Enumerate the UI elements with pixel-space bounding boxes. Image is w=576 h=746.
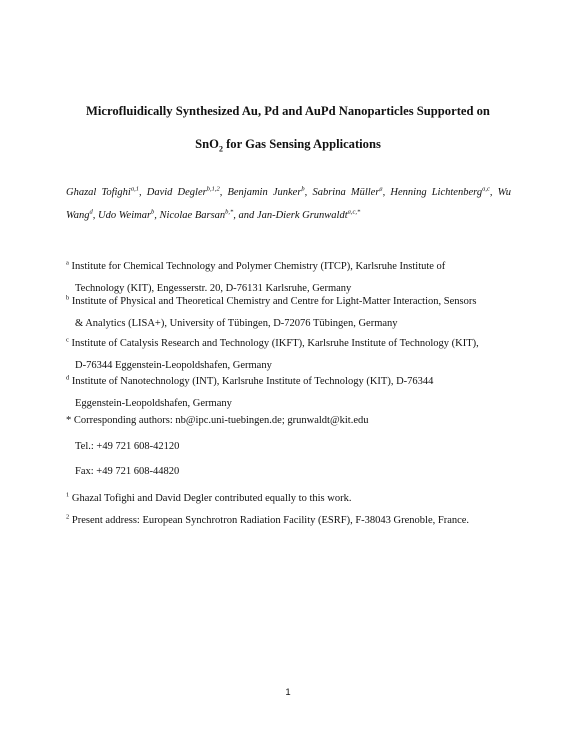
title-subscript: 2 bbox=[218, 144, 223, 154]
fax: Fax: +49 721 608-44820 bbox=[75, 466, 180, 477]
affiliation-d: $^d$ Institute of Nanotechnology (INT), Karlsruhe Institute of Technology (KIT), D-76344 Eggenstein-Leopoldshafen, Germany bbox=[66, 374, 434, 409]
page-number: 1 bbox=[285, 687, 291, 698]
author: Jan-Dierk Grunwaldt$^{a,c,*}$ bbox=[256, 208, 361, 221]
author: Benjamin Junker$^b$, bbox=[227, 185, 313, 198]
title-sno: SnO bbox=[195, 137, 219, 151]
footnote-1: $^1$ Ghazal Tofighi and David Degler contributed equally to this work. bbox=[66, 491, 352, 504]
author: Ghazal Tofighi$^{a,1}$, bbox=[66, 185, 147, 198]
title-rest: for Gas Sensing Applications bbox=[222, 137, 381, 151]
affiliation-a: $^a$ Institute for Chemical Technology and Polymer Chemistry (ITCP), Karlsruhe Institute of Technology (KIT), Engesserstr. 20, D-76131 Karlsruhe, Germany bbox=[66, 259, 446, 294]
author: Henning Lichtenberg$^{a,c}$, bbox=[390, 185, 498, 198]
paper-title-line-2 bbox=[40, 136, 536, 158]
author: Wu Wang$^d$, bbox=[66, 187, 512, 221]
corresponding-authors: * Corresponding authors: nb@ipc.uni-tuebingen.de; grunwaldt@kit.edu bbox=[66, 415, 369, 426]
author-list bbox=[66, 181, 511, 227]
affiliation-c: $^c$ Institute of Catalysis Research and Technology (IKFT), Karlsruhe Institute of Technology (KIT), D-76344 Eggenstein-Leopoldshafen, Germany bbox=[66, 336, 479, 371]
author: Nicolae Barsan$^{b,*}$, and bbox=[159, 208, 257, 221]
telephone: Tel.: +49 721 608-42120 bbox=[75, 441, 180, 452]
affiliation-b: $^b$ Institute of Physical and Theoretical Chemistry and Centre for Light-Matter Interaction, Sensors & Analytics (LISA+), University of Tübingen, D-72076 Tübingen, Germany bbox=[66, 294, 477, 329]
footnote-2: $^2$ Present address: European Synchrotron Radiation Facility (ESRF), F-38043 Grenoble, France. bbox=[66, 513, 470, 526]
paper-title-line-1: Microfluidically Synthesized Au, Pd and AuPd Nanoparticles Supported on bbox=[86, 104, 490, 118]
author: Udo Weimar$^b$, bbox=[98, 208, 160, 221]
author: Sabrina Müller$^a$, bbox=[312, 185, 391, 198]
author: David Degler$^{b,1,2}$, bbox=[146, 185, 228, 198]
